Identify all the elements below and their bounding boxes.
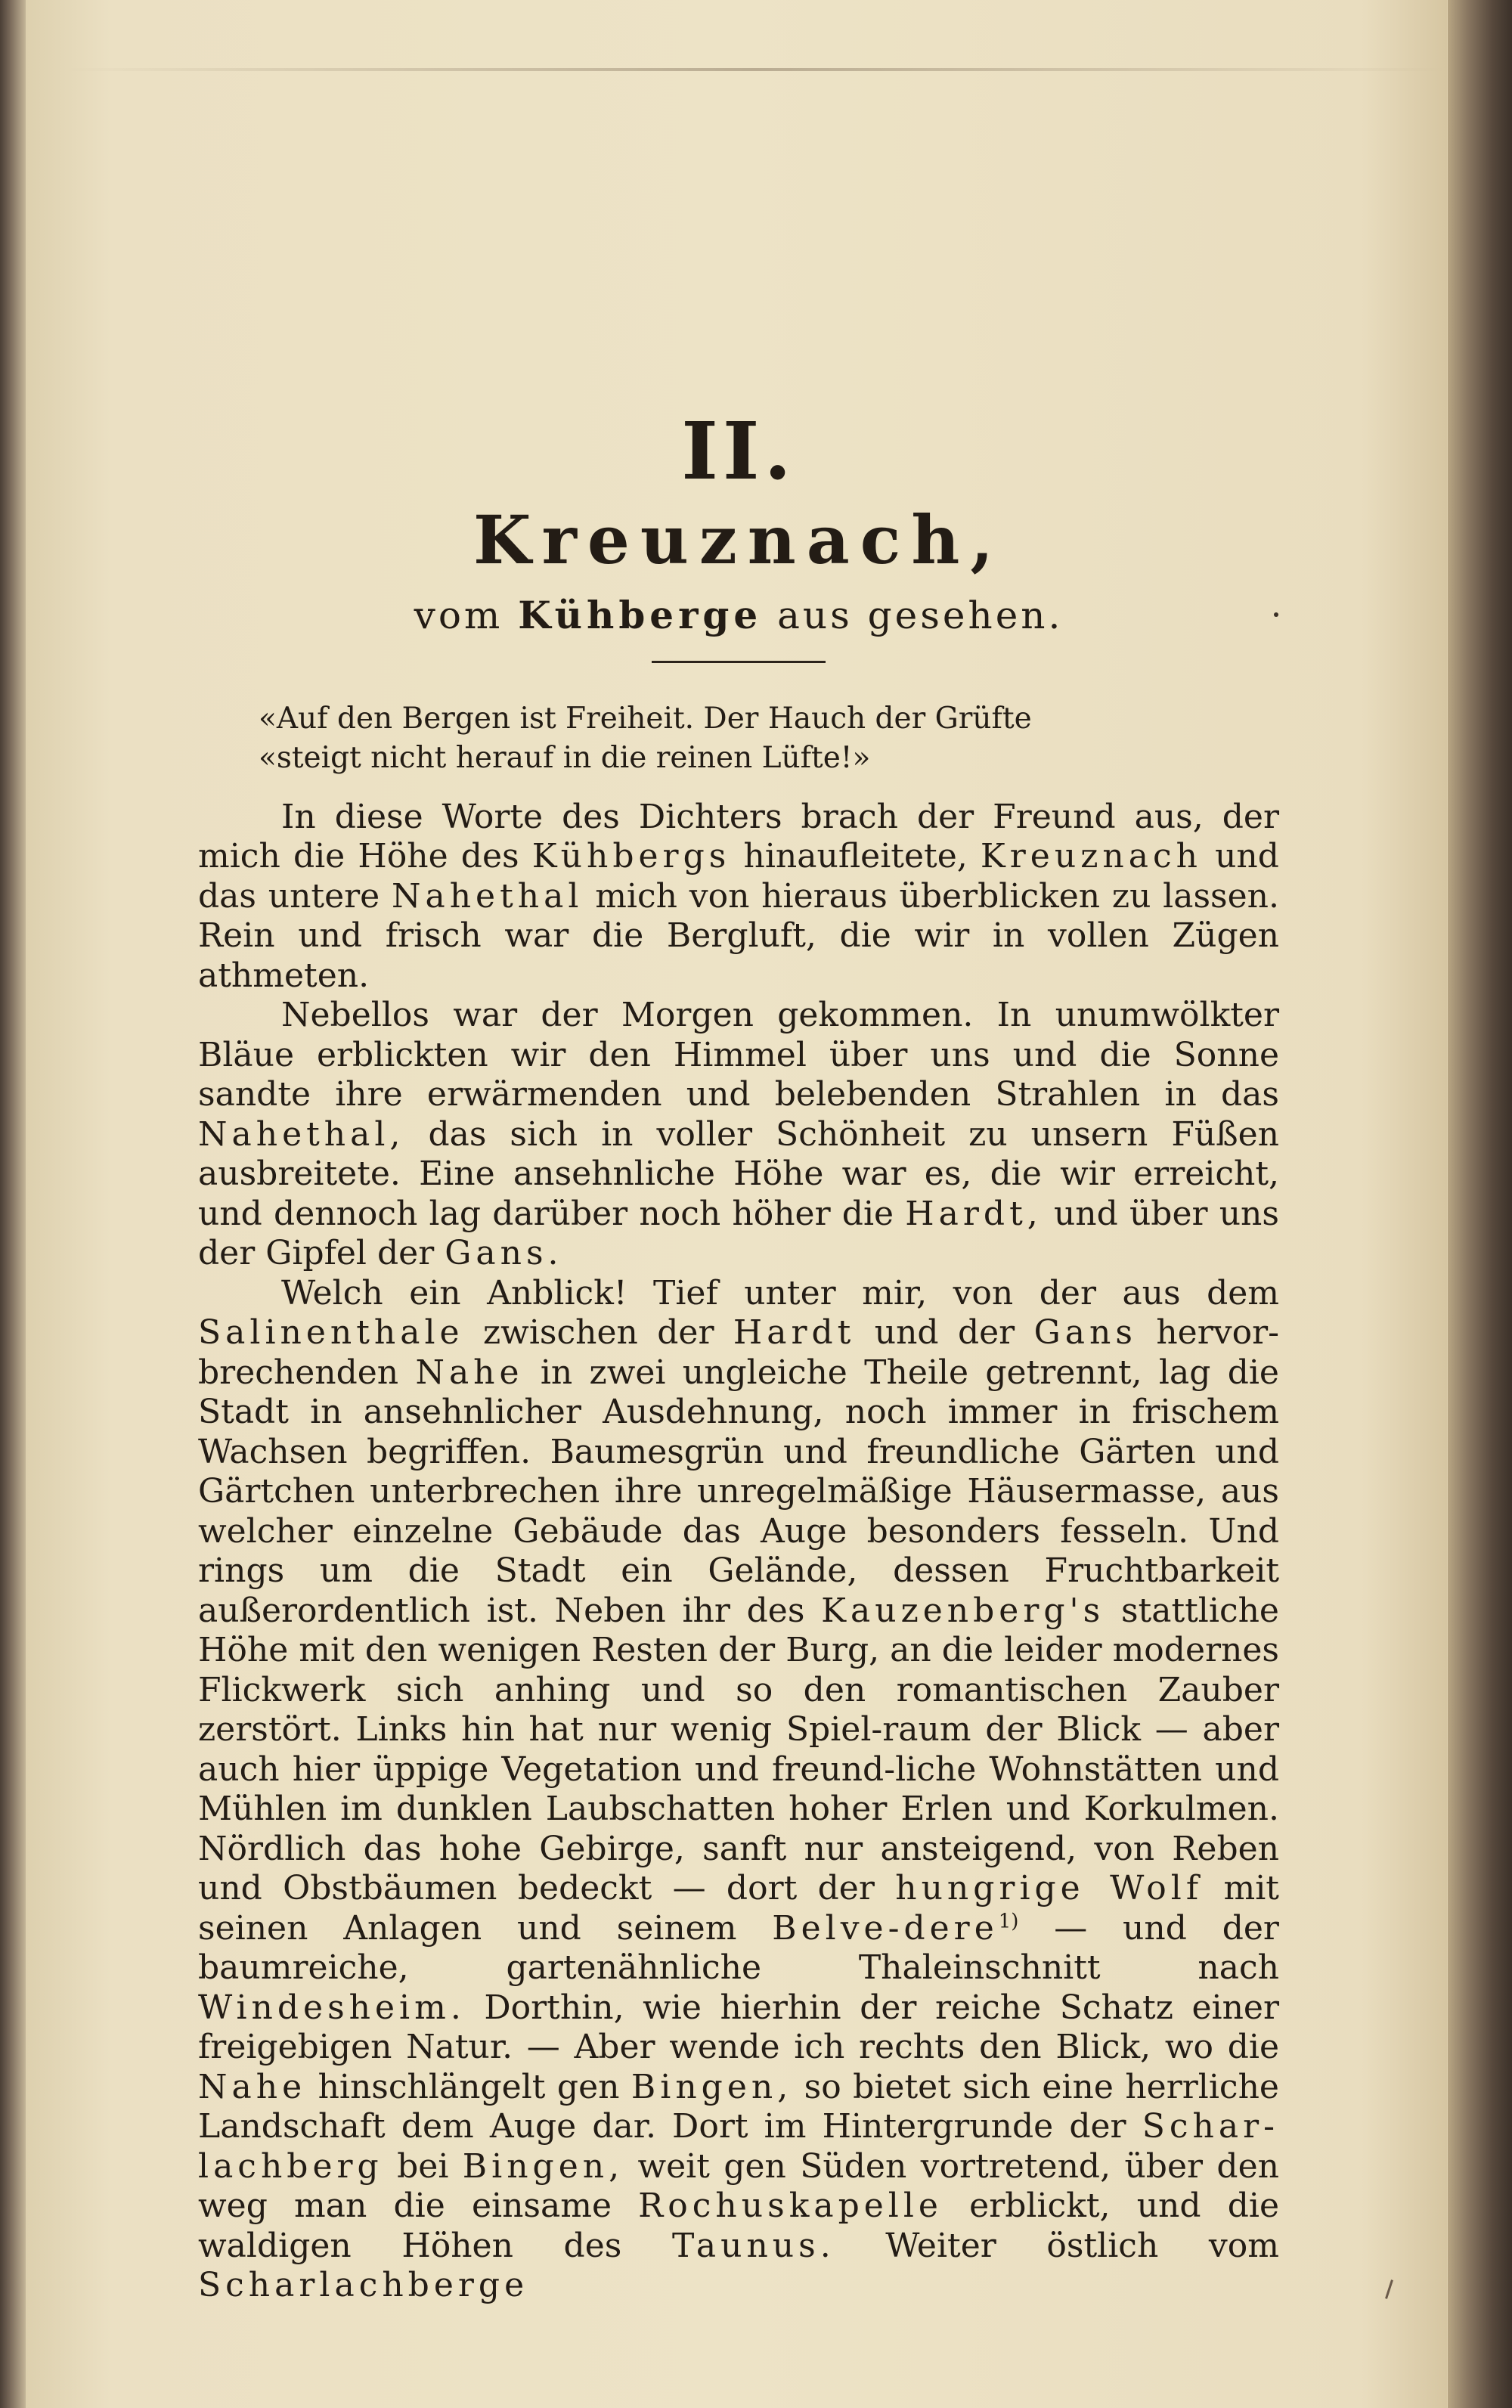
place-name: Kauzenberg's <box>821 1591 1105 1630</box>
paragraph-3 <box>198 1274 1279 2306</box>
place-name: Bingen, <box>462 2146 624 2186</box>
text-run: hervor-brechenden <box>198 1313 1279 1392</box>
text-run: und das untere <box>198 837 1279 916</box>
footnote-marker: 1) <box>998 1909 1019 1932</box>
paragraph-1 <box>198 798 1279 996</box>
text-run: und der <box>874 1313 1015 1353</box>
place-name: Kühbergs <box>531 837 731 876</box>
text-run: — und der baumreiche, gartenähnliche Thaleinschnitt nach <box>198 1908 1279 1988</box>
place-name: Windesheim. <box>198 1988 466 2027</box>
subtitle-pre: vom <box>414 593 503 637</box>
epigraph <box>259 699 1181 778</box>
subtitle-post: aus gesehen. <box>777 593 1064 637</box>
place-name: Nahethal, <box>198 1114 405 1154</box>
place-name: Gans <box>1033 1313 1137 1353</box>
place-name: Kreuznach <box>980 837 1202 876</box>
text-run: Welch ein Anblick! Tief unter mir, von der aus dem <box>281 1273 1279 1312</box>
text-run: hinaufleitete, <box>743 837 968 876</box>
place-name: Nahe <box>415 1353 524 1392</box>
place-name: Nahe <box>198 2067 307 2106</box>
place-name: Bingen, <box>631 2067 793 2106</box>
place-name: Scharlachberge <box>198 2266 529 2305</box>
bleed-through-header <box>64 68 1447 71</box>
place-name: Taunus. <box>671 2226 835 2265</box>
text-run: mit seinen Anlagen und seinem <box>198 1869 1279 1948</box>
text-run: hinschlängelt gen <box>318 2067 620 2106</box>
place-name: Salinenthale <box>198 1313 464 1353</box>
text-run: stattliche Höhe mit den wenigen Resten der Burg, an die leider modernes Flickwerk sich anhing und so den romantischen Zauber zerstört. Links hin hat nur wenig Spiel-raum der Blick — aber auch hier üppige Vegetation und freund-liche Wohnstätten und Mühlen im dunklen Laubschatten hoher Erlen und Korkulmen. Nördlich das hohe Gebirge, sanft nur ansteigend, von Reben und Obstbäumen bedeckt — dort der <box>198 1591 1279 1908</box>
paragraph-2 <box>198 996 1279 1274</box>
body-text <box>198 798 1279 2306</box>
text-run: in zwei ungleiche Theile getrennt, lag die Stadt in ansehnlicher Ausdehnung, noch immer in frischem Wachsen begriffen. Baumesgrün und freundliche Gärten und Gärtchen unterbrechen ihre unregelmäßige Häusermasse, aus welcher einzelne Gebäude das Auge besonders fesseln. Und rings um die Stadt ein Gelände, dessen Fruchtbarkeit außerordentlich ist. Neben ihr des <box>198 1353 1279 1630</box>
text-run: erblickt, und die waldigen Höhen des <box>198 2186 1279 2265</box>
text-run: mich von hieraus überblicken zu lassen. Rein und frisch war die Bergluft, die wir in vollen Zügen athmeten. <box>198 876 1279 995</box>
chapter-numeral: II. <box>681 404 796 497</box>
place-name: Gans. <box>445 1234 563 1273</box>
page-content <box>198 404 1279 2306</box>
text-run: und über uns der Gipfel der <box>198 1194 1279 1273</box>
text-run: Dorthin, wie hierhin der reiche Schatz einer freigebigen Natur. — Aber wende ich rechts den Blick, wo die <box>198 1988 1279 2067</box>
text-run: Nebellos war der Morgen gekommen. In unumwölkter Bläue erblickten wir den Himmel über uns und die Sonne sandte ihre erwärmenden und belebenden Strahlen in das <box>198 996 1279 1114</box>
text-run: das sich in voller Schönheit zu unsern Füßen ausbreitete. Eine ansehnliche Höhe war es, die wir erreicht, und dennoch lag darüber noch höher die <box>198 1114 1279 1233</box>
book-spine-edge <box>1448 0 1512 2408</box>
place-name: Belve-dere <box>772 1908 999 1948</box>
place-name: Schar-lachberg <box>198 2107 1279 2186</box>
epigraph-line: «Auf den Bergen ist Freiheit. Der Hauch der Grüfte <box>259 701 1032 736</box>
text-run: zwischen der <box>483 1313 714 1353</box>
chapter-title: Kreuznach, <box>473 501 1004 580</box>
text-run: bei <box>397 2146 449 2186</box>
place-name: hungrige Wolf <box>895 1869 1204 1908</box>
chapter-subtitle <box>198 593 1279 638</box>
place-name: Rochuskapelle <box>638 2186 943 2226</box>
text-run: Weiter östlich vom <box>885 2226 1279 2265</box>
text-run: weit gen Süden vortretend, über den weg man die einsame <box>198 2146 1279 2226</box>
subtitle-place: Kühberge <box>518 592 763 637</box>
text-run: In diese Worte des Dichters brach der Freund aus, der mich die Höhe des <box>198 797 1279 876</box>
title-rule <box>652 661 826 663</box>
place-name: Hardt, <box>905 1194 1043 1233</box>
text-run: so bietet sich eine herrliche Landschaft dem Auge dar. Dort im Hintergrunde der <box>198 2067 1279 2146</box>
place-name: Nahethal <box>391 876 584 916</box>
place-name: Hardt <box>733 1313 856 1353</box>
epigraph-line: «steigt nicht herauf in die reinen Lüfte!» <box>259 740 871 775</box>
